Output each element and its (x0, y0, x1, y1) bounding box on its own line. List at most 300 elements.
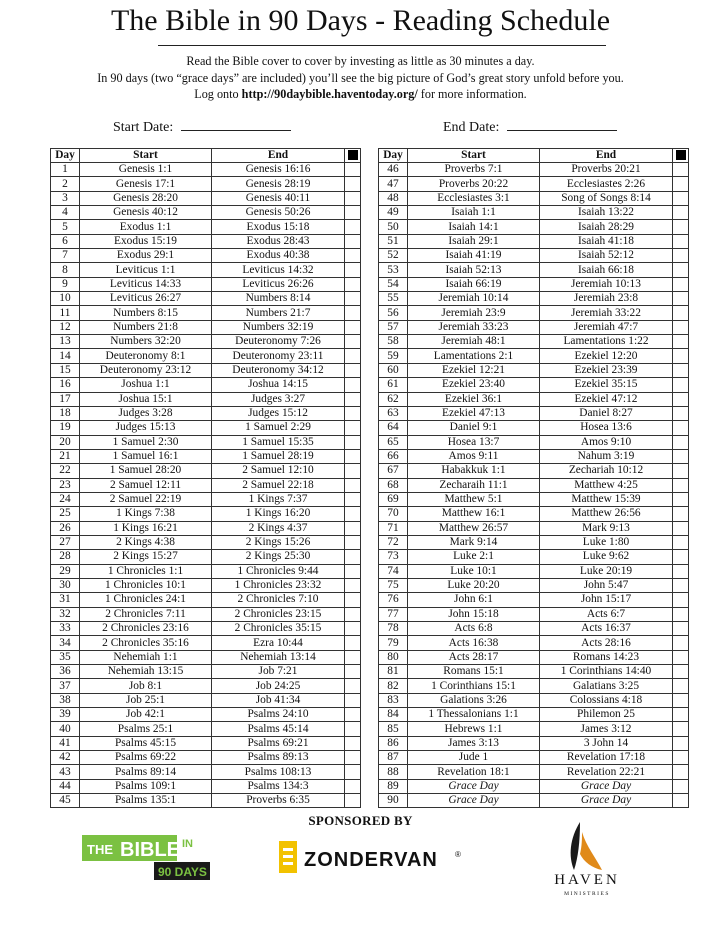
day-number: 17 (51, 392, 80, 406)
day-checkbox[interactable] (345, 708, 361, 722)
schedule-row (379, 622, 689, 636)
day-checkbox[interactable] (673, 779, 689, 793)
intro-text (0, 53, 721, 103)
day-checkbox[interactable] (345, 751, 361, 765)
schedule-row (51, 421, 361, 435)
day-checkbox[interactable] (673, 593, 689, 607)
end-reading: 2 Chronicles 35:15 (212, 622, 345, 636)
end-reading: Song of Songs 8:14 (540, 191, 673, 205)
day-checkbox[interactable] (673, 736, 689, 750)
day-checkbox[interactable] (345, 249, 361, 263)
day-checkbox[interactable] (673, 607, 689, 621)
day-number: 13 (51, 335, 80, 349)
schedule-row (379, 794, 689, 808)
end-reading: Isaiah 28:29 (540, 220, 673, 234)
start-reading: Ezekiel 12:21 (408, 363, 540, 377)
end-reading: 2 Chronicles 7:10 (212, 593, 345, 607)
schedule-row (51, 636, 361, 650)
day-checkbox[interactable] (673, 363, 689, 377)
schedule-row (379, 550, 689, 564)
day-checkbox[interactable] (345, 177, 361, 191)
day-checkbox[interactable] (673, 636, 689, 650)
day-checkbox[interactable] (345, 622, 361, 636)
day-number: 1 (51, 163, 80, 177)
end-reading: Revelation 17:18 (540, 751, 673, 765)
start-reading: Job 8:1 (80, 679, 212, 693)
day-number: 25 (51, 507, 80, 521)
day-checkbox[interactable] (345, 392, 361, 406)
start-reading: Joshua 1:1 (80, 378, 212, 392)
day-checkbox[interactable] (673, 392, 689, 406)
day-checkbox[interactable] (673, 292, 689, 306)
start-reading: Psalms 45:15 (80, 736, 212, 750)
bible-logo-the: THE (87, 842, 113, 857)
schedule-row (51, 564, 361, 578)
end-reading: Nahum 3:19 (540, 449, 673, 463)
schedule-row (379, 593, 689, 607)
day-checkbox[interactable] (673, 449, 689, 463)
schedule-row (51, 191, 361, 205)
day-checkbox[interactable] (345, 779, 361, 793)
end-reading: Jeremiah 33:22 (540, 306, 673, 320)
day-number: 52 (379, 249, 408, 263)
start-reading: Genesis 40:12 (80, 206, 212, 220)
end-reading: 1 Chronicles 23:32 (212, 578, 345, 592)
intro-line-3-pre: Log onto (194, 87, 242, 101)
day-checkbox[interactable] (345, 679, 361, 693)
end-reading: Daniel 8:27 (540, 406, 673, 420)
end-reading: Acts 6:7 (540, 607, 673, 621)
start-reading: Ezekiel 36:1 (408, 392, 540, 406)
day-checkbox[interactable] (345, 421, 361, 435)
day-checkbox[interactable] (673, 535, 689, 549)
schedule-row (379, 306, 689, 320)
day-checkbox[interactable] (345, 636, 361, 650)
day-checkbox[interactable] (345, 765, 361, 779)
day-checkbox[interactable] (673, 464, 689, 478)
schedule-row (379, 607, 689, 621)
schedule-row (379, 263, 689, 277)
bible-in-90-days-logo (82, 832, 212, 882)
schedule-row (379, 206, 689, 220)
day-number: 9 (51, 277, 80, 291)
schedule-row (51, 206, 361, 220)
day-number: 20 (51, 435, 80, 449)
day-checkbox[interactable] (673, 335, 689, 349)
day-checkbox[interactable] (673, 708, 689, 722)
start-reading: Isaiah 29:1 (408, 234, 540, 248)
schedule-row (379, 578, 689, 592)
end-reading: Isaiah 13:22 (540, 206, 673, 220)
day-number: 77 (379, 607, 408, 621)
schedule-row (379, 722, 689, 736)
day-checkbox[interactable] (345, 564, 361, 578)
schedule-row (51, 320, 361, 334)
schedule-row (51, 693, 361, 707)
end-reading: Proverbs 6:35 (212, 794, 345, 808)
day-checkbox[interactable] (673, 163, 689, 177)
day-checkbox[interactable] (673, 263, 689, 277)
day-number: 66 (379, 449, 408, 463)
day-checkbox[interactable] (345, 191, 361, 205)
day-checkbox[interactable] (345, 464, 361, 478)
day-checkbox[interactable] (345, 607, 361, 621)
day-number: 71 (379, 521, 408, 535)
day-number: 42 (51, 751, 80, 765)
end-reading: 1 Samuel 15:35 (212, 435, 345, 449)
end-reading: Deuteronomy 34:12 (212, 363, 345, 377)
end-reading: Numbers 21:7 (212, 306, 345, 320)
end-reading: Judges 15:12 (212, 406, 345, 420)
day-number: 35 (51, 650, 80, 664)
day-checkbox[interactable] (345, 593, 361, 607)
end-reading: Genesis 28:19 (212, 177, 345, 191)
end-reading: Genesis 40:11 (212, 191, 345, 205)
day-checkbox[interactable] (673, 249, 689, 263)
check-column-header (673, 149, 689, 163)
start-reading: Isaiah 41:19 (408, 249, 540, 263)
schedule-row (379, 708, 689, 722)
day-number: 37 (51, 679, 80, 693)
day-checkbox[interactable] (345, 794, 361, 808)
end-reading: Ecclesiastes 2:26 (540, 177, 673, 191)
start-reading: Grace Day (408, 794, 540, 808)
haven-sail-orange-icon (580, 832, 602, 870)
day-number: 61 (379, 378, 408, 392)
schedule-row (379, 449, 689, 463)
schedule-row (379, 234, 689, 248)
start-reading: Proverbs 7:1 (408, 163, 540, 177)
day-checkbox[interactable] (673, 478, 689, 492)
end-reading: Matthew 26:56 (540, 507, 673, 521)
day-checkbox[interactable] (673, 650, 689, 664)
day-checkbox[interactable] (673, 320, 689, 334)
schedule-row (51, 521, 361, 535)
schedule-row (379, 736, 689, 750)
schedule-rows-left (51, 163, 361, 808)
end-reading: Colossians 4:18 (540, 693, 673, 707)
day-number: 21 (51, 449, 80, 463)
end-reading: Leviticus 14:32 (212, 263, 345, 277)
start-reading: Nehemiah 1:1 (80, 650, 212, 664)
day-number: 50 (379, 220, 408, 234)
start-reading: Luke 20:20 (408, 578, 540, 592)
start-reading: Psalms 69:22 (80, 751, 212, 765)
start-reading: Acts 6:8 (408, 622, 540, 636)
start-reading: Leviticus 1:1 (80, 263, 212, 277)
day-checkbox[interactable] (673, 578, 689, 592)
start-reading: Psalms 109:1 (80, 779, 212, 793)
end-reading: Ezekiel 12:20 (540, 349, 673, 363)
day-checkbox[interactable] (345, 363, 361, 377)
end-reading: John 15:17 (540, 593, 673, 607)
page-title: The Bible in 90 Days - Reading Schedule (110, 4, 611, 37)
day-number: 47 (379, 177, 408, 191)
day-number: 29 (51, 564, 80, 578)
haven-flame-dark-icon (571, 822, 580, 870)
day-checkbox[interactable] (673, 564, 689, 578)
start-reading: 2 Samuel 12:11 (80, 478, 212, 492)
end-reading: Deuteronomy 7:26 (212, 335, 345, 349)
day-number: 81 (379, 665, 408, 679)
schedule-row (51, 492, 361, 506)
end-reading: 1 Chronicles 9:44 (212, 564, 345, 578)
day-checkbox[interactable] (673, 206, 689, 220)
schedule-row (379, 679, 689, 693)
start-reading: Romans 15:1 (408, 665, 540, 679)
day-checkbox[interactable] (345, 263, 361, 277)
day-checkbox[interactable] (673, 622, 689, 636)
sponsored-by-heading: SPONSORED BY (308, 813, 413, 828)
start-reading: Psalms 25:1 (80, 722, 212, 736)
day-checkbox[interactable] (345, 406, 361, 420)
day-number: 34 (51, 636, 80, 650)
day-checkbox[interactable] (673, 378, 689, 392)
start-reading: Luke 2:1 (408, 550, 540, 564)
end-reading: Numbers 8:14 (212, 292, 345, 306)
start-reading: Zecharaih 11:1 (408, 478, 540, 492)
end-reading: Psalms 69:21 (212, 736, 345, 750)
schedule-row (51, 794, 361, 808)
day-number: 73 (379, 550, 408, 564)
start-reading: Jeremiah 23:9 (408, 306, 540, 320)
start-reading: 1 Chronicles 10:1 (80, 578, 212, 592)
schedule-row (51, 736, 361, 750)
bible-logo-in: IN (182, 838, 193, 850)
start-reading: Daniel 9:1 (408, 421, 540, 435)
end-column-header: End (212, 149, 345, 163)
schedule-row (379, 220, 689, 234)
start-reading: Jeremiah 48:1 (408, 335, 540, 349)
start-date-blank[interactable] (181, 118, 291, 131)
start-reading: Job 42:1 (80, 708, 212, 722)
check-column-header (345, 149, 361, 163)
schedule-row (51, 292, 361, 306)
day-checkbox[interactable] (345, 507, 361, 521)
filled-checkbox-icon (348, 150, 358, 160)
schedule-row (51, 406, 361, 420)
day-number: 2 (51, 177, 80, 191)
day-checkbox[interactable] (345, 535, 361, 549)
day-number: 53 (379, 263, 408, 277)
start-reading: Matthew 5:1 (408, 492, 540, 506)
schedule-row (51, 234, 361, 248)
day-checkbox[interactable] (345, 435, 361, 449)
start-reading: 2 Chronicles 35:16 (80, 636, 212, 650)
day-checkbox[interactable] (673, 191, 689, 205)
day-checkbox[interactable] (345, 320, 361, 334)
end-reading: Judges 3:27 (212, 392, 345, 406)
schedule-row (379, 335, 689, 349)
intro-line-2: In 90 days (two “grace days” are included) you’ll see the big picture of God’s great story unfold before you. (97, 70, 624, 85)
day-checkbox[interactable] (345, 335, 361, 349)
schedule-row (51, 722, 361, 736)
day-number: 46 (379, 163, 408, 177)
schedule-row (379, 765, 689, 779)
schedule-row (379, 349, 689, 363)
start-reading: 2 Kings 15:27 (80, 550, 212, 564)
start-reading: Numbers 8:15 (80, 306, 212, 320)
day-number: 45 (51, 794, 80, 808)
day-number: 48 (379, 191, 408, 205)
day-number: 76 (379, 593, 408, 607)
day-column-header: Day (51, 149, 80, 163)
schedule-row (379, 421, 689, 435)
day-checkbox[interactable] (673, 220, 689, 234)
day-checkbox[interactable] (345, 521, 361, 535)
start-reading: Grace Day (408, 779, 540, 793)
end-reading: Exodus 40:38 (212, 249, 345, 263)
start-reading: 2 Chronicles 7:11 (80, 607, 212, 621)
end-reading: Galatians 3:25 (540, 679, 673, 693)
end-reading: Exodus 28:43 (212, 234, 345, 248)
day-number: 86 (379, 736, 408, 750)
start-reading: Isaiah 66:19 (408, 277, 540, 291)
day-checkbox[interactable] (345, 449, 361, 463)
day-number: 67 (379, 464, 408, 478)
end-reading: Psalms 24:10 (212, 708, 345, 722)
start-reading: Deuteronomy 8:1 (80, 349, 212, 363)
day-number: 69 (379, 492, 408, 506)
day-number: 32 (51, 607, 80, 621)
day-checkbox[interactable] (673, 550, 689, 564)
end-reading: 1 Corinthians 14:40 (540, 665, 673, 679)
day-checkbox[interactable] (673, 722, 689, 736)
end-reading: Zechariah 10:12 (540, 464, 673, 478)
end-reading: 2 Kings 25:30 (212, 550, 345, 564)
day-checkbox[interactable] (673, 794, 689, 808)
day-checkbox[interactable] (673, 765, 689, 779)
schedule-row (51, 751, 361, 765)
end-reading: Grace Day (540, 794, 673, 808)
day-checkbox[interactable] (345, 578, 361, 592)
schedule-row (51, 392, 361, 406)
end-reading: 1 Kings 16:20 (212, 507, 345, 521)
day-checkbox[interactable] (673, 521, 689, 535)
day-checkbox[interactable] (345, 665, 361, 679)
day-number: 6 (51, 234, 80, 248)
day-number: 33 (51, 622, 80, 636)
website-link[interactable]: http://90daybible.haventoday.org/ (241, 87, 418, 101)
day-checkbox[interactable] (345, 693, 361, 707)
end-reading: Psalms 45:14 (212, 722, 345, 736)
day-checkbox[interactable] (345, 220, 361, 234)
day-number: 24 (51, 492, 80, 506)
schedule-row (379, 535, 689, 549)
day-checkbox[interactable] (673, 679, 689, 693)
day-checkbox[interactable] (673, 349, 689, 363)
day-checkbox[interactable] (345, 736, 361, 750)
day-checkbox[interactable] (345, 206, 361, 220)
start-reading: Revelation 18:1 (408, 765, 540, 779)
day-checkbox[interactable] (673, 277, 689, 291)
end-reading: Exodus 15:18 (212, 220, 345, 234)
day-checkbox[interactable] (345, 378, 361, 392)
day-checkbox[interactable] (345, 163, 361, 177)
day-checkbox[interactable] (345, 277, 361, 291)
start-reading: John 6:1 (408, 593, 540, 607)
day-checkbox[interactable] (345, 492, 361, 506)
schedule-row (51, 507, 361, 521)
day-checkbox[interactable] (673, 492, 689, 506)
day-checkbox[interactable] (345, 478, 361, 492)
day-checkbox[interactable] (673, 421, 689, 435)
schedule-row (379, 779, 689, 793)
day-checkbox[interactable] (345, 306, 361, 320)
day-checkbox[interactable] (673, 693, 689, 707)
day-number: 4 (51, 206, 80, 220)
start-column-header: Start (80, 149, 212, 163)
end-reading: Matthew 4:25 (540, 478, 673, 492)
day-checkbox[interactable] (345, 349, 361, 363)
start-reading: 1 Kings 16:21 (80, 521, 212, 535)
day-checkbox[interactable] (345, 292, 361, 306)
day-checkbox[interactable] (345, 550, 361, 564)
zondervan-mark-stripe-1 (283, 848, 293, 851)
start-column-header: Start (408, 149, 540, 163)
day-checkbox[interactable] (673, 306, 689, 320)
day-number: 78 (379, 622, 408, 636)
schedule-row (51, 679, 361, 693)
day-number: 23 (51, 478, 80, 492)
day-checkbox[interactable] (345, 650, 361, 664)
day-number: 70 (379, 507, 408, 521)
start-reading: 1 Chronicles 1:1 (80, 564, 212, 578)
day-number: 65 (379, 435, 408, 449)
schedule-row (51, 464, 361, 478)
schedule-row (51, 708, 361, 722)
day-checkbox[interactable] (673, 751, 689, 765)
end-reading: Acts 16:37 (540, 622, 673, 636)
day-number: 57 (379, 320, 408, 334)
day-number: 63 (379, 406, 408, 420)
day-checkbox[interactable] (345, 234, 361, 248)
day-checkbox[interactable] (673, 234, 689, 248)
schedule-row (51, 650, 361, 664)
day-number: 88 (379, 765, 408, 779)
end-date-blank[interactable] (507, 118, 617, 131)
title-underline (158, 45, 606, 46)
schedule-row (51, 249, 361, 263)
start-reading: James 3:13 (408, 736, 540, 750)
end-reading: Isaiah 52:12 (540, 249, 673, 263)
day-checkbox[interactable] (673, 406, 689, 420)
day-number: 39 (51, 708, 80, 722)
schedule-header-row (51, 149, 361, 163)
day-number: 84 (379, 708, 408, 722)
schedule-row (379, 464, 689, 478)
end-reading: Jeremiah 10:13 (540, 277, 673, 291)
schedule-row (51, 765, 361, 779)
day-number: 7 (51, 249, 80, 263)
intro-line-3-post: for more information. (417, 87, 527, 101)
day-checkbox[interactable] (673, 177, 689, 191)
start-reading: Habakkuk 1:1 (408, 464, 540, 478)
day-checkbox[interactable] (345, 722, 361, 736)
end-date-label: End Date: (443, 120, 500, 135)
filled-checkbox-icon (676, 150, 686, 160)
day-checkbox[interactable] (673, 507, 689, 521)
day-number: 72 (379, 535, 408, 549)
schedule-rows-right (379, 163, 689, 808)
day-checkbox[interactable] (673, 665, 689, 679)
day-checkbox[interactable] (673, 435, 689, 449)
end-reading: Romans 14:23 (540, 650, 673, 664)
day-number: 14 (51, 349, 80, 363)
day-number: 8 (51, 263, 80, 277)
end-reading: Ezra 10:44 (212, 636, 345, 650)
end-reading: Nehemiah 13:14 (212, 650, 345, 664)
